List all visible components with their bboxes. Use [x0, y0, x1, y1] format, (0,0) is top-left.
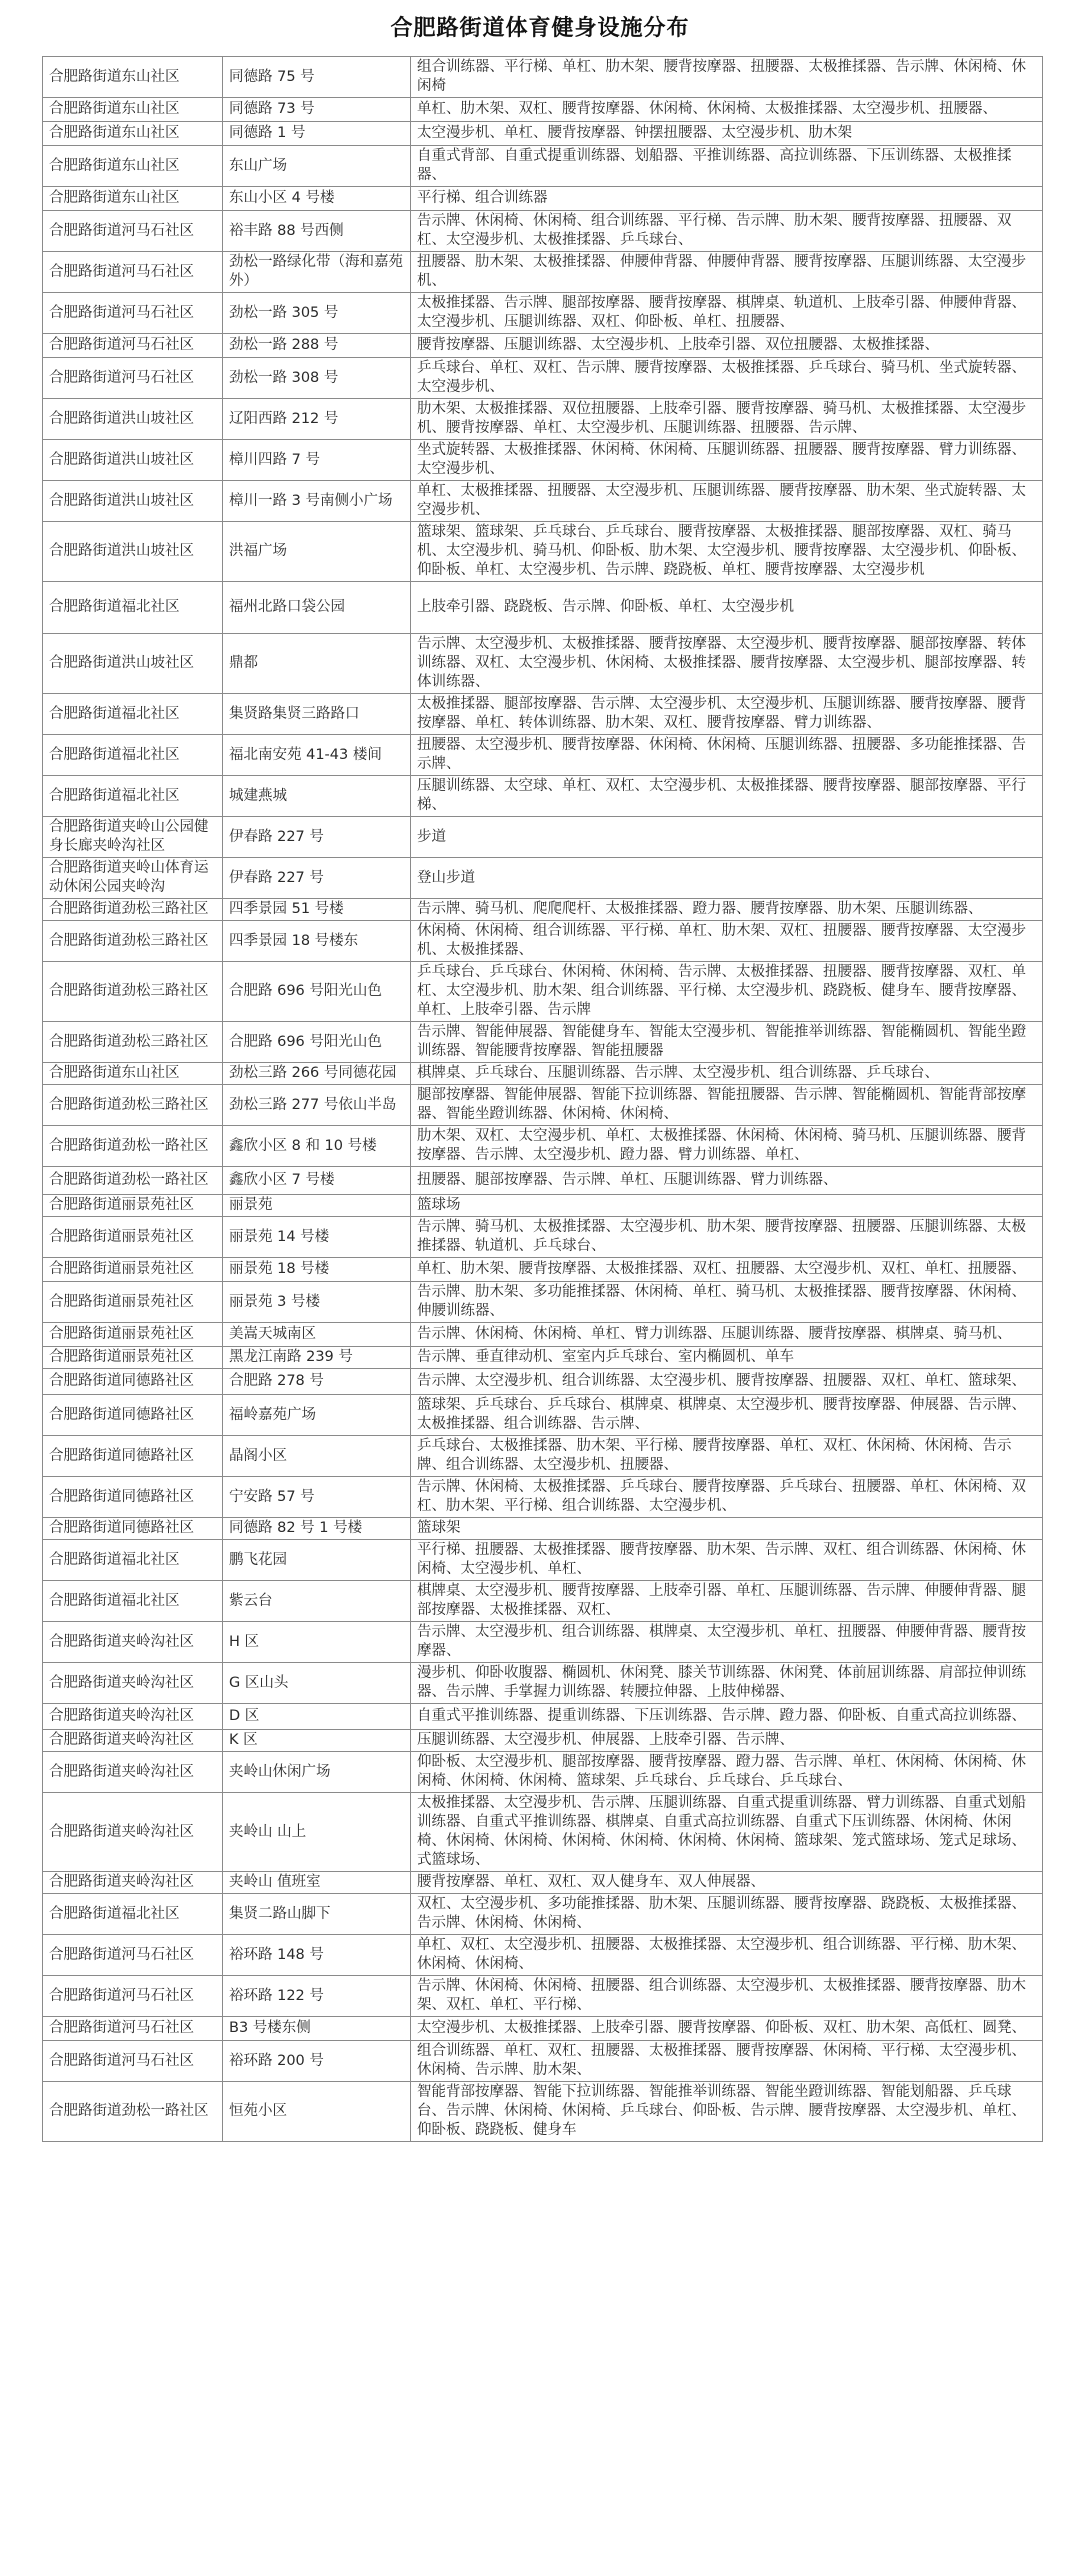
community-cell: 合肥路街道劲松三路社区 [43, 1085, 223, 1126]
location-cell: 夹岭山休闲广场 [223, 1752, 411, 1793]
facilities-cell: 上肢牵引器、跷跷板、告示牌、仰卧板、单杠、太空漫步机 [411, 582, 1043, 634]
community-cell: 合肥路街道河马石社区 [43, 1976, 223, 2017]
location-cell: 同德路 82 号 1 号楼 [223, 1518, 411, 1540]
facilities-cell: 太极推揉器、告示牌、腿部按摩器、腰背按摩器、棋牌桌、轨道机、上肢牵引器、伸腰伸背器、太空漫步机、压腿训练器、双杠、仰卧板、单杠、扭腰器、 [411, 293, 1043, 334]
community-cell: 合肥路街道福北社区 [43, 1894, 223, 1935]
table-row [43, 1663, 1043, 1704]
community-cell: 合肥路街道劲松三路社区 [43, 899, 223, 921]
location-cell: 福北南安苑 41-43 楼间 [223, 735, 411, 776]
facilities-cell: 腰背按摩器、单杠、双杠、双人健身车、双人伸展器、 [411, 1872, 1043, 1894]
location-cell: 四季景园 18 号楼东 [223, 921, 411, 962]
facilities-cell: 告示牌、骑马机、爬爬爬杆、太极推揉器、蹬力器、腰背按摩器、肋木架、压腿训练器、 [411, 899, 1043, 921]
location-cell: 鑫欣小区 8 和 10 号楼 [223, 1126, 411, 1167]
table-row [43, 1063, 1043, 1085]
location-cell: 夹岭山 值班室 [223, 1872, 411, 1894]
table-row [43, 962, 1043, 1022]
community-cell: 合肥路街道福北社区 [43, 1581, 223, 1622]
location-cell: 劲松一路 288 号 [223, 334, 411, 358]
community-cell: 合肥路街道东山社区 [43, 1063, 223, 1085]
facilities-cell: 仰卧板、太空漫步机、腿部按摩器、腰背按摩器、蹬力器、告示牌、单杠、休闲椅、休闲椅、休闲椅、休闲椅、休闲椅、篮球架、乒乓球台、乒乓球台、乒乓球台、 [411, 1752, 1043, 1793]
community-cell: 合肥路街道劲松三路社区 [43, 921, 223, 962]
table-row [43, 1022, 1043, 1063]
community-cell: 合肥路街道东山社区 [43, 187, 223, 211]
facilities-cell: 腿部按摩器、智能伸展器、智能下拉训练器、智能扭腰器、告示牌、智能椭圆机、智能背部按摩器、智能坐蹬训练器、休闲椅、休闲椅、 [411, 1085, 1043, 1126]
facilities-cell: 棋牌桌、太空漫步机、腰背按摩器、上肢牵引器、单杠、压腿训练器、告示牌、伸腰伸背器、腿部按摩器、太极推揉器、双杠、 [411, 1581, 1043, 1622]
facilities-cell: 扭腰器、肋木架、太极推揉器、伸腰伸背器、伸腰伸背器、腰背按摩器、压腿训练器、太空漫步机、 [411, 252, 1043, 293]
table-row [43, 211, 1043, 252]
facilities-cell: 平行梯、组合训练器 [411, 187, 1043, 211]
facilities-cell: 棋牌桌、乒乓球台、压腿训练器、告示牌、太空漫步机、组合训练器、乒乓球台、 [411, 1063, 1043, 1085]
location-cell: 辽阳西路 212 号 [223, 399, 411, 440]
community-cell: 合肥路街道河马石社区 [43, 2017, 223, 2041]
community-cell: 合肥路街道河马石社区 [43, 293, 223, 334]
community-cell: 合肥路街道河马石社区 [43, 1935, 223, 1976]
community-cell: 合肥路街道夹岭山公园健身长廊夹岭沟社区 [43, 817, 223, 858]
table-row [43, 1369, 1043, 1395]
facilities-cell: 太极推揉器、腿部按摩器、告示牌、太空漫步机、太空漫步机、压腿训练器、腰背按摩器、腰背按摩器、单杠、转体训练器、肋木架、双杠、腰背按摩器、臂力训练器、 [411, 694, 1043, 735]
location-cell: 同德路 73 号 [223, 98, 411, 122]
facilities-cell: 肋木架、太极推揉器、双位扭腰器、上肢牵引器、腰背按摩器、骑马机、太极推揉器、太空漫步机、腰背按摩器、单杠、太空漫步机、压腿训练器、扭腰器、告示牌、 [411, 399, 1043, 440]
location-cell: B3 号楼东侧 [223, 2017, 411, 2041]
table-row [43, 817, 1043, 858]
community-cell: 合肥路街道东山社区 [43, 122, 223, 146]
facilities-cell: 休闲椅、休闲椅、组合训练器、平行梯、单杠、肋木架、双杠、扭腰器、腰背按摩器、太空漫步机、太极推揉器、 [411, 921, 1043, 962]
table-row [43, 1436, 1043, 1477]
table-row [43, 1752, 1043, 1793]
community-cell: 合肥路街道河马石社区 [43, 358, 223, 399]
location-cell: 福岭嘉苑广场 [223, 1395, 411, 1436]
facilities-cell: 告示牌、休闲椅、太极推揉器、乒乓球台、腰背按摩器、乒乓球台、扭腰器、单杠、休闲椅、双杠、肋木架、平行梯、组合训练器、太空漫步机、 [411, 1477, 1043, 1518]
table-row [43, 481, 1043, 522]
community-cell: 合肥路街道洪山坡社区 [43, 522, 223, 582]
facilities-cell: 篮球架、篮球架、乒乓球台、乒乓球台、腰背按摩器、太极推揉器、腿部按摩器、双杠、骑马机、太空漫步机、骑马机、仰卧板、肋木架、太空漫步机、腰背按摩器、太空漫步机、仰卧板、仰卧板、单杠、太空漫步机、告示牌、跷跷板、单杠、腰背按摩器、太空漫步机 [411, 522, 1043, 582]
table-row [43, 1518, 1043, 1540]
community-cell: 合肥路街道夹岭沟社区 [43, 1752, 223, 1793]
table-row [43, 399, 1043, 440]
location-cell: 劲松一路绿化带（海和嘉苑外） [223, 252, 411, 293]
table-row [43, 921, 1043, 962]
facilities-table-body [43, 57, 1043, 2142]
location-cell: 晶阁小区 [223, 1436, 411, 1477]
community-cell: 合肥路街道夹岭沟社区 [43, 1704, 223, 1730]
community-cell: 合肥路街道东山社区 [43, 98, 223, 122]
facilities-cell: 单杠、双杠、太空漫步机、扭腰器、太极推揉器、太空漫步机、组合训练器、平行梯、肋木架、休闲椅、休闲椅、 [411, 1935, 1043, 1976]
location-cell: 东山小区 4 号楼 [223, 187, 411, 211]
community-cell: 合肥路街道丽景苑社区 [43, 1347, 223, 1369]
community-cell: 合肥路街道福北社区 [43, 1540, 223, 1581]
facilities-cell: 篮球场 [411, 1195, 1043, 1217]
location-cell: 合肥路 696 号阳光山色 [223, 962, 411, 1022]
facilities-cell: 单杠、肋木架、腰背按摩器、太极推揉器、双杠、扭腰器、太空漫步机、双杠、单杠、扭腰器、 [411, 1258, 1043, 1282]
location-cell: 劲松三路 277 号依山半岛 [223, 1085, 411, 1126]
location-cell: 樟川一路 3 号南侧小广场 [223, 481, 411, 522]
facilities-cell: 登山步道 [411, 858, 1043, 899]
community-cell: 合肥路街道同德路社区 [43, 1395, 223, 1436]
community-cell: 合肥路街道劲松一路社区 [43, 1167, 223, 1195]
table-row [43, 522, 1043, 582]
community-cell: 合肥路街道夹岭沟社区 [43, 1622, 223, 1663]
facilities-cell: 乒乓球台、乒乓球台、休闲椅、休闲椅、告示牌、太极推揉器、扭腰器、腰背按摩器、双杠、单杠、太空漫步机、肋木架、组合训练器、平行梯、太空漫步机、跷跷板、健身车、腰背按摩器、单杠、上肢牵引器、告示牌 [411, 962, 1043, 1022]
facilities-cell: 篮球架 [411, 1518, 1043, 1540]
table-row [43, 1323, 1043, 1347]
location-cell: 劲松一路 305 号 [223, 293, 411, 334]
facilities-cell: 告示牌、智能伸展器、智能健身车、智能太空漫步机、智能推举训练器、智能椭圆机、智能坐蹬训练器、智能腰背按摩器、智能扭腰器 [411, 1022, 1043, 1063]
location-cell: 丽景苑 14 号楼 [223, 1217, 411, 1258]
table-row [43, 1793, 1043, 1872]
community-cell: 合肥路街道劲松三路社区 [43, 962, 223, 1022]
facilities-cell: 告示牌、肋木架、多功能推揉器、休闲椅、单杠、骑马机、太极推揉器、腰背按摩器、休闲椅、伸腰训练器、 [411, 1282, 1043, 1323]
location-cell: 黑龙江南路 239 号 [223, 1347, 411, 1369]
facilities-cell: 告示牌、太空漫步机、组合训练器、棋牌桌、太空漫步机、单杠、扭腰器、伸腰伸背器、腰背按摩器、 [411, 1622, 1043, 1663]
location-cell: 裕环路 148 号 [223, 1935, 411, 1976]
location-cell: 伊春路 227 号 [223, 858, 411, 899]
facilities-cell: 平行梯、扭腰器、太极推揉器、腰背按摩器、肋木架、告示牌、双杠、组合训练器、休闲椅、休闲椅、太空漫步机、单杠、 [411, 1540, 1043, 1581]
table-row [43, 634, 1043, 694]
community-cell: 合肥路街道福北社区 [43, 694, 223, 735]
facilities-cell: 乒乓球台、太极推揉器、肋木架、平行梯、腰背按摩器、单杠、双杠、休闲椅、休闲椅、告示牌、组合训练器、太空漫步机、扭腰器、 [411, 1436, 1043, 1477]
location-cell: 裕环路 122 号 [223, 1976, 411, 2017]
table-row [43, 1894, 1043, 1935]
table-row [43, 57, 1043, 98]
location-cell: 洪福广场 [223, 522, 411, 582]
facilities-cell: 组合训练器、单杠、双杠、扭腰器、太极推揉器、腰背按摩器、休闲椅、平行梯、太空漫步机、休闲椅、告示牌、肋木架、 [411, 2041, 1043, 2082]
table-row [43, 582, 1043, 634]
location-cell: 合肥路 696 号阳光山色 [223, 1022, 411, 1063]
facilities-cell: 告示牌、太空漫步机、组合训练器、太空漫步机、腰背按摩器、扭腰器、双杠、单杠、篮球架、 [411, 1369, 1043, 1395]
community-cell: 合肥路街道同德路社区 [43, 1518, 223, 1540]
table-row [43, 1704, 1043, 1730]
table-row [43, 146, 1043, 187]
community-cell: 合肥路街道福北社区 [43, 735, 223, 776]
table-row [43, 694, 1043, 735]
community-cell: 合肥路街道劲松三路社区 [43, 1022, 223, 1063]
community-cell: 合肥路街道夹岭山体育运动休闲公园夹岭沟 [43, 858, 223, 899]
facilities-cell: 告示牌、垂直律动机、室室内乒乓球台、室内椭圆机、单车 [411, 1347, 1043, 1369]
table-row [43, 98, 1043, 122]
table-row [43, 1195, 1043, 1217]
facilities-cell: 腰背按摩器、压腿训练器、太空漫步机、上肢牵引器、双位扭腰器、太极推揉器、 [411, 334, 1043, 358]
location-cell: K 区 [223, 1730, 411, 1752]
location-cell: 丽景苑 18 号楼 [223, 1258, 411, 1282]
table-row [43, 899, 1043, 921]
table-row [43, 2041, 1043, 2082]
location-cell: 紫云台 [223, 1581, 411, 1622]
community-cell: 合肥路街道丽景苑社区 [43, 1258, 223, 1282]
table-row [43, 358, 1043, 399]
community-cell: 合肥路街道河马石社区 [43, 334, 223, 358]
location-cell: 同德路 1 号 [223, 122, 411, 146]
table-row [43, 2082, 1043, 2142]
location-cell: 夹岭山 山上 [223, 1793, 411, 1872]
facilities-cell: 自重式平推训练器、提重训练器、下压训练器、告示牌、蹬力器、仰卧板、自重式高拉训练器、 [411, 1704, 1043, 1730]
community-cell: 合肥路街道劲松一路社区 [43, 2082, 223, 2142]
facilities-cell: 肋木架、双杠、太空漫步机、单杠、太极推揉器、休闲椅、休闲椅、骑马机、压腿训练器、腰背按摩器、告示牌、太空漫步机、蹬力器、臂力训练器、单杠、 [411, 1126, 1043, 1167]
table-row [43, 1258, 1043, 1282]
location-cell: D 区 [223, 1704, 411, 1730]
table-row [43, 776, 1043, 817]
table-row [43, 858, 1043, 899]
facilities-cell: 漫步机、仰卧收腹器、椭圆机、休闲凳、膝关节训练器、休闲凳、体前屈训练器、肩部拉伸训练器、告示牌、手掌握力训练器、转腰拉伸器、上肢伸梯器、 [411, 1663, 1043, 1704]
facilities-cell: 告示牌、太空漫步机、太极推揉器、腰背按摩器、太空漫步机、腰背按摩器、腿部按摩器、转体训练器、双杠、太空漫步机、休闲椅、太极推揉器、腰背按摩器、太空漫步机、腿部按摩器、转体训练器、 [411, 634, 1043, 694]
table-row [43, 735, 1043, 776]
location-cell: 伊春路 227 号 [223, 817, 411, 858]
facilities-cell: 双杠、太空漫步机、多功能推揉器、肋木架、压腿训练器、腰背按摩器、跷跷板、太极推揉器、告示牌、休闲椅、休闲椅、 [411, 1894, 1043, 1935]
facilities-cell: 告示牌、骑马机、太极推揉器、太空漫步机、肋木架、腰背按摩器、扭腰器、压腿训练器、太极推揉器、轨道机、乒乓球台、 [411, 1217, 1043, 1258]
facilities-cell: 扭腰器、腿部按摩器、告示牌、单杠、压腿训练器、臂力训练器、 [411, 1167, 1043, 1195]
location-cell: 鼎都 [223, 634, 411, 694]
facilities-cell: 智能背部按摩器、智能下拉训练器、智能推举训练器、智能坐蹬训练器、智能划船器、乒乓球台、告示牌、休闲椅、休闲椅、乒乓球台、仰卧板、告示牌、腰背按摩器、太空漫步机、单杠、仰卧板、跷跷板、健身车 [411, 2082, 1043, 2142]
table-row [43, 1477, 1043, 1518]
table-row [43, 1126, 1043, 1167]
table-row [43, 1282, 1043, 1323]
location-cell: 鹏飞花园 [223, 1540, 411, 1581]
location-cell: 集贤二路山脚下 [223, 1894, 411, 1935]
table-row [43, 1622, 1043, 1663]
community-cell: 合肥路街道洪山坡社区 [43, 481, 223, 522]
location-cell: G 区山头 [223, 1663, 411, 1704]
facilities-cell: 单杠、太极推揉器、扭腰器、太空漫步机、压腿训练器、腰背按摩器、肋木架、坐式旋转器、太空漫步机、 [411, 481, 1043, 522]
community-cell: 合肥路街道夹岭沟社区 [43, 1730, 223, 1752]
community-cell: 合肥路街道丽景苑社区 [43, 1217, 223, 1258]
table-row [43, 1540, 1043, 1581]
facilities-cell: 太空漫步机、单杠、腰背按摩器、钟摆扭腰器、太空漫步机、肋木架 [411, 122, 1043, 146]
facilities-cell: 自重式背部、自重式提重训练器、划船器、平推训练器、高拉训练器、下压训练器、太极推揉器、 [411, 146, 1043, 187]
community-cell: 合肥路街道东山社区 [43, 57, 223, 98]
table-row [43, 1730, 1043, 1752]
community-cell: 合肥路街道夹岭沟社区 [43, 1663, 223, 1704]
facilities-cell: 步道 [411, 817, 1043, 858]
community-cell: 合肥路街道洪山坡社区 [43, 399, 223, 440]
community-cell: 合肥路街道同德路社区 [43, 1477, 223, 1518]
location-cell: 集贤路集贤三路路口 [223, 694, 411, 735]
community-cell: 合肥路街道丽景苑社区 [43, 1195, 223, 1217]
community-cell: 合肥路街道同德路社区 [43, 1436, 223, 1477]
community-cell: 合肥路街道东山社区 [43, 146, 223, 187]
facilities-cell: 篮球架、乒乓球台、乒乓球台、棋牌桌、棋牌桌、太空漫步机、腰背按摩器、伸展器、告示牌、太极推揉器、组合训练器、告示牌、 [411, 1395, 1043, 1436]
location-cell: 劲松一路 308 号 [223, 358, 411, 399]
location-cell: 美嵩天城南区 [223, 1323, 411, 1347]
location-cell: 同德路 75 号 [223, 57, 411, 98]
facilities-cell: 单杠、肋木架、双杠、腰背按摩器、休闲椅、休闲椅、太极推揉器、太空漫步机、扭腰器、 [411, 98, 1043, 122]
location-cell: 宁安路 57 号 [223, 1477, 411, 1518]
community-cell: 合肥路街道洪山坡社区 [43, 634, 223, 694]
location-cell: H 区 [223, 1622, 411, 1663]
location-cell: 四季景园 51 号楼 [223, 899, 411, 921]
table-row [43, 440, 1043, 481]
community-cell: 合肥路街道丽景苑社区 [43, 1323, 223, 1347]
table-row [43, 2017, 1043, 2041]
table-row [43, 1581, 1043, 1622]
facilities-cell: 告示牌、休闲椅、休闲椅、组合训练器、平行梯、告示牌、肋木架、腰背按摩器、扭腰器、双杠、太空漫步机、太极推揉器、乒乓球台、 [411, 211, 1043, 252]
location-cell: 樟川四路 7 号 [223, 440, 411, 481]
location-cell: 恒苑小区 [223, 2082, 411, 2142]
facilities-cell: 压腿训练器、太空漫步机、伸展器、上肢牵引器、告示牌、 [411, 1730, 1043, 1752]
community-cell: 合肥路街道福北社区 [43, 582, 223, 634]
community-cell: 合肥路街道福北社区 [43, 776, 223, 817]
location-cell: 鑫欣小区 7 号楼 [223, 1167, 411, 1195]
table-row [43, 1395, 1043, 1436]
table-row [43, 334, 1043, 358]
table-row [43, 1167, 1043, 1195]
table-row [43, 1872, 1043, 1894]
location-cell: 裕环路 200 号 [223, 2041, 411, 2082]
facilities-cell: 太空漫步机、太极推揉器、上肢牵引器、腰背按摩器、仰卧板、双杠、肋木架、高低杠、圆凳、 [411, 2017, 1043, 2041]
community-cell: 合肥路街道河马石社区 [43, 211, 223, 252]
table-row [43, 1347, 1043, 1369]
location-cell: 福州北路口袋公园 [223, 582, 411, 634]
facilities-table [42, 56, 1043, 2142]
community-cell: 合肥路街道同德路社区 [43, 1369, 223, 1395]
community-cell: 合肥路街道河马石社区 [43, 2041, 223, 2082]
community-cell: 合肥路街道夹岭沟社区 [43, 1872, 223, 1894]
page-title: 合肥路街道体育健身设施分布 [390, 15, 690, 41]
community-cell: 合肥路街道洪山坡社区 [43, 440, 223, 481]
location-cell: 丽景苑 [223, 1195, 411, 1217]
location-cell: 丽景苑 3 号楼 [223, 1282, 411, 1323]
community-cell: 合肥路街道河马石社区 [43, 252, 223, 293]
facilities-cell: 乒乓球台、单杠、双杠、告示牌、腰背按摩器、太极推揉器、乒乓球台、骑马机、坐式旋转器、太空漫步机、 [411, 358, 1043, 399]
community-cell: 合肥路街道丽景苑社区 [43, 1282, 223, 1323]
table-row [43, 1217, 1043, 1258]
table-row [43, 252, 1043, 293]
table-row [43, 1085, 1043, 1126]
facilities-cell: 告示牌、休闲椅、休闲椅、扭腰器、组合训练器、太空漫步机、太极推揉器、腰背按摩器、肋木架、双杠、单杠、平行梯、 [411, 1976, 1043, 2017]
facilities-cell: 太极推揉器、太空漫步机、告示牌、压腿训练器、自重式提重训练器、臂力训练器、自重式划船训练器、自重式平推训练器、棋牌桌、自重式高拉训练器、自重式下压训练器、休闲椅、休闲椅、休闲椅、休闲椅、休闲椅、休闲椅、休闲椅、休闲椅、篮球架、笼式篮球场、笼式足球场、式篮球场、 [411, 1793, 1043, 1872]
community-cell: 合肥路街道夹岭沟社区 [43, 1793, 223, 1872]
community-cell: 合肥路街道劲松一路社区 [43, 1126, 223, 1167]
location-cell: 合肥路 278 号 [223, 1369, 411, 1395]
table-row [43, 122, 1043, 146]
facilities-cell: 告示牌、休闲椅、休闲椅、单杠、臂力训练器、压腿训练器、腰背按摩器、棋牌桌、骑马机、 [411, 1323, 1043, 1347]
table-row [43, 1935, 1043, 1976]
facilities-cell: 扭腰器、太空漫步机、腰背按摩器、休闲椅、休闲椅、压腿训练器、扭腰器、多功能推揉器、告示牌、 [411, 735, 1043, 776]
location-cell: 劲松三路 266 号同德花园 [223, 1063, 411, 1085]
facilities-cell: 坐式旋转器、太极推揉器、休闲椅、休闲椅、压腿训练器、扭腰器、腰背按摩器、臂力训练器、太空漫步机、 [411, 440, 1043, 481]
table-row [43, 187, 1043, 211]
location-cell: 东山广场 [223, 146, 411, 187]
table-row [43, 1976, 1043, 2017]
location-cell: 裕丰路 88 号西侧 [223, 211, 411, 252]
facilities-cell: 压腿训练器、太空球、单杠、双杠、太空漫步机、太极推揉器、腰背按摩器、腿部按摩器、平行梯、 [411, 776, 1043, 817]
location-cell: 城建燕城 [223, 776, 411, 817]
facilities-cell: 组合训练器、平行梯、单杠、肋木架、腰背按摩器、扭腰器、太极推揉器、告示牌、休闲椅、休闲椅 [411, 57, 1043, 98]
table-row [43, 293, 1043, 334]
